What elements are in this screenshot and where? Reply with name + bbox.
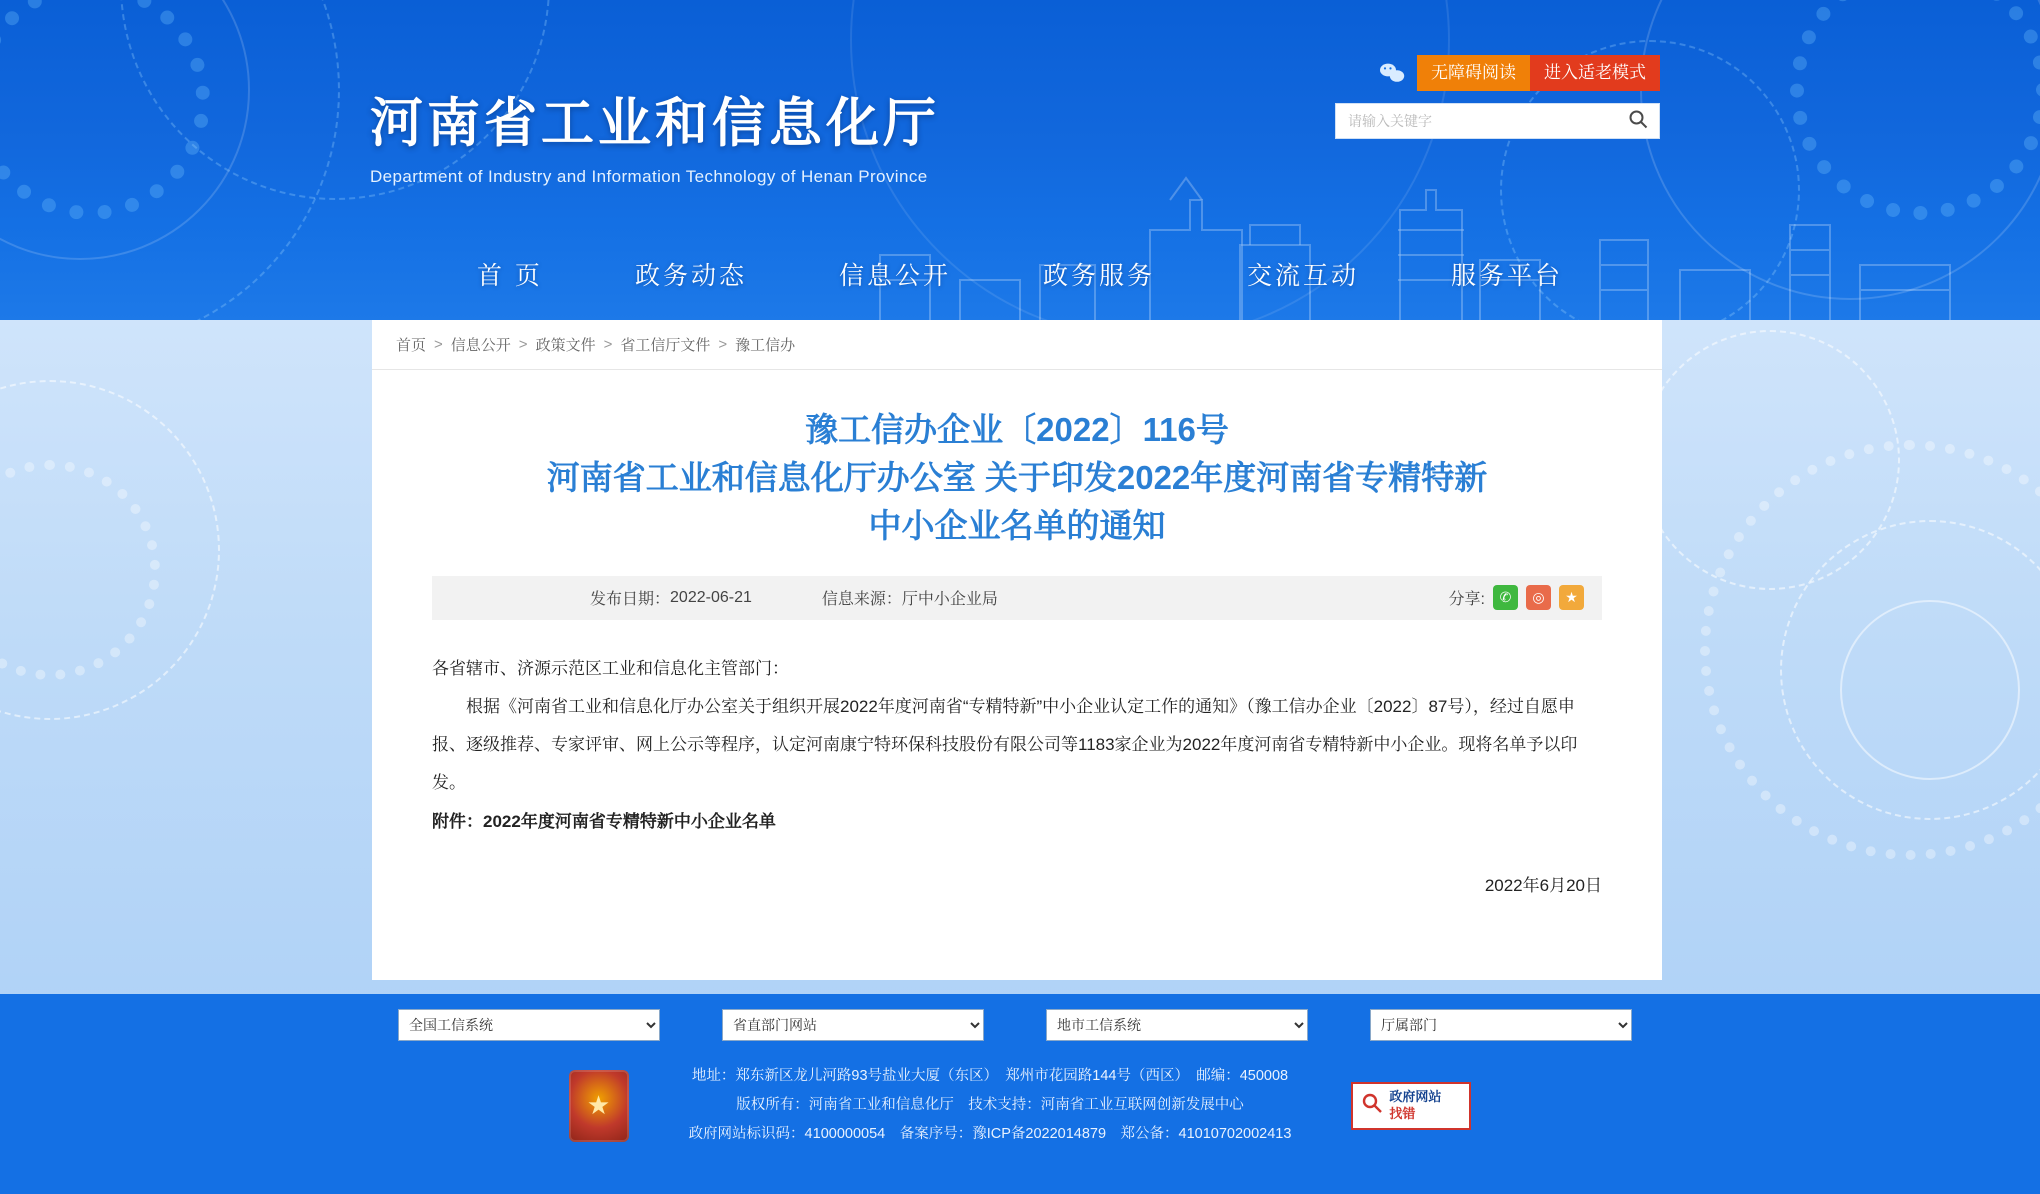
site-title-cn: 河南省工业和信息化厅: [370, 94, 940, 153]
attachment-row: [432, 803, 1602, 841]
signature-date: 2022年6月20日: [1484, 875, 1602, 895]
document-title-line2: 中小企业名单的通知: [868, 506, 1166, 544]
publish-date-label: 发布日期：: [590, 591, 671, 609]
document-paragraph-0: 各省辖市、济源示范区工业和信息化主管部门：: [432, 658, 789, 678]
nav-item-news[interactable]: 政务动态: [634, 262, 747, 290]
police-emblem-icon[interactable]: ★: [569, 1070, 629, 1142]
search-button[interactable]: [1617, 104, 1659, 138]
accessibility-button[interactable]: 无障碍阅读: [1417, 55, 1530, 91]
search-icon: [1628, 109, 1648, 132]
wechat-icon[interactable]: [1377, 60, 1407, 86]
site-brand: [370, 95, 940, 187]
site-title-en: Department of Industry and Information Technology of Henan Province: [370, 167, 928, 187]
footer-line-1: 版权所有：河南省工业和信息化厅 技术支持：河南省工业互联网创新发展中心: [736, 1097, 1244, 1113]
error-report-line2: 找错: [1389, 1105, 1416, 1121]
document-meta-bar: [432, 576, 1602, 620]
attachment-name[interactable]: 2022年度河南省专精特新中小企业名单: [483, 811, 776, 831]
nav-item-interaction[interactable]: 交流互动: [1246, 262, 1359, 290]
nav-item-disclosure[interactable]: 信息公开: [838, 262, 951, 290]
elder-mode-button[interactable]: 进入适老模式: [1530, 55, 1660, 91]
document-paragraph-1: 根据《河南省工业和信息化厅办公室关于组织开展2022年度河南省“专精特新”中小企业认定工作的通知》（豫工信办企业〔2022〕87号），经过自愿申报、逐级推荐、专家评审、网上公示等程序，认定河南康宁特环保科技股份有限公司等1183家企业为2022年度河南省专精特新中小企业。现将名单予以印发。: [432, 696, 1578, 793]
attachment-label: 附件：: [432, 811, 483, 831]
header-tools: [1335, 55, 1660, 139]
search-box: [1335, 103, 1660, 139]
breadcrumb: 首页 > 信息公开 > 政策文件 > 省工信厅文件 > 豫工信办: [372, 320, 1662, 370]
error-report-button[interactable]: [1351, 1082, 1471, 1130]
footer-info-row: [0, 1062, 2040, 1149]
document-number: 豫工信办企业〔2022〕116号: [805, 411, 1229, 448]
nav-item-platform[interactable]: 服务平台: [1451, 262, 1564, 290]
document-title-line1: 河南省工业和信息化厅办公室 关于印发2022年度河南省专精特新: [546, 458, 1488, 496]
site-footer: [0, 994, 2040, 1194]
footer-text-block: [689, 1062, 1292, 1149]
breadcrumb-item-0[interactable]: 首页: [396, 337, 427, 354]
share-label: 分享:: [1448, 591, 1485, 609]
city-system-select[interactable]: [1046, 1009, 1308, 1041]
favorite-share-icon[interactable]: ★: [1559, 585, 1584, 610]
breadcrumb-item-2[interactable]: 政策文件: [535, 337, 596, 354]
footer-line-0: 地址：郑东新区龙儿河路93号盐业大厦（东区） 郑州市花园路144号（西区） 邮编：450008: [691, 1068, 1289, 1084]
breadcrumb-item-1[interactable]: 信息公开: [450, 337, 511, 354]
document-body: [432, 650, 1602, 906]
nav-item-services[interactable]: 政务服务: [1042, 262, 1155, 290]
source-value: 厅中小企业局: [901, 591, 998, 609]
nav-item-home[interactable]: 首 页: [476, 262, 543, 290]
breadcrumb-item-4[interactable]: 豫工信办: [735, 337, 796, 354]
weibo-share-icon[interactable]: ◎: [1526, 585, 1551, 610]
national-system-select[interactable]: [398, 1009, 660, 1041]
affiliated-dept-select[interactable]: [1370, 1009, 1632, 1041]
skyline-illustration: [0, 170, 2040, 320]
wechat-share-icon[interactable]: ✆: [1493, 585, 1518, 610]
provincial-dept-select[interactable]: [722, 1009, 984, 1041]
source-label: 信息来源：: [821, 591, 902, 609]
article-card: [372, 320, 1662, 980]
search-input[interactable]: [1336, 104, 1617, 138]
footer-select-row: [0, 994, 2040, 1056]
publish-date-value: 2022-06-21: [670, 588, 752, 606]
site-header: [0, 0, 2040, 320]
footer-line-2: 政府网站标识码：4100000054 备案序号：豫ICP备2022014879 郑公备：41010702002413: [688, 1126, 1292, 1142]
breadcrumb-item-3[interactable]: 省工信厅文件: [620, 337, 711, 354]
magnifier-icon: [1361, 1092, 1383, 1120]
error-report-line1: 政府网站: [1389, 1089, 1442, 1105]
share-group: [1449, 585, 1584, 610]
main-nav: [0, 256, 2040, 292]
